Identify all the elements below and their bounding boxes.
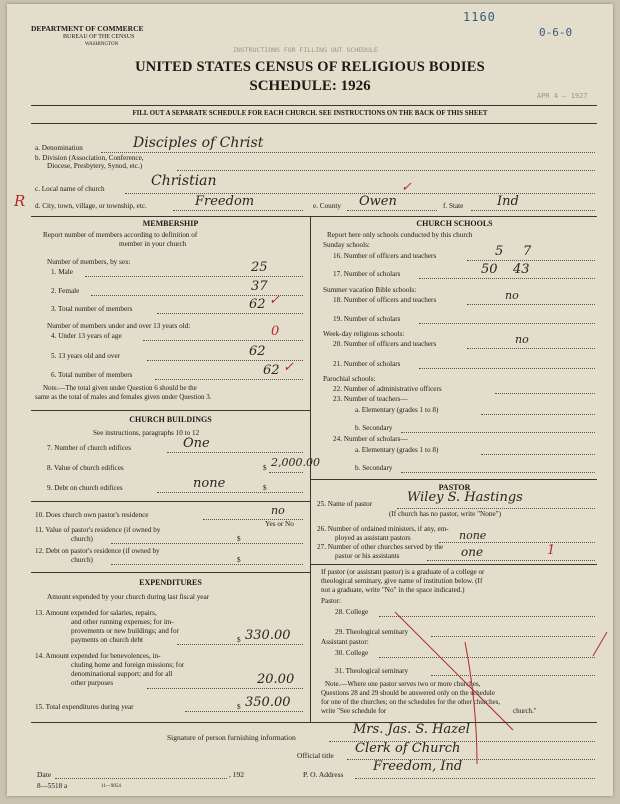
- q27-label: 27. Number of other churches served by the: [317, 543, 444, 551]
- education-intro: If pastor (or assistant pastor) is a graduate of a college or: [321, 568, 485, 576]
- faint-top-text: INSTRUCTIONS FOR FILLING OUT SCHEDULE: [233, 46, 378, 54]
- q26-value: none: [459, 529, 487, 542]
- print-number: 11—9054: [101, 784, 121, 789]
- division-label-2: Diocese, Presbytery, Synod, etc.): [47, 162, 143, 170]
- q16-label: 16. Number of officers and teachers: [333, 252, 437, 260]
- buildings-sub: See instructions, paragraphs 10 to 12: [93, 429, 200, 437]
- sunday-label: Sunday schools:: [323, 241, 370, 249]
- membership-note-2: same as the total of males and females given under Question 3.: [35, 393, 212, 401]
- schools-title: CHURCH SCHOOLS: [416, 219, 493, 228]
- margin-check-mark: R: [14, 192, 26, 210]
- form-subtitle: SCHEDULE: 1926: [249, 78, 371, 94]
- pastor-note-4: write "See schedule for: [321, 707, 387, 715]
- state-value: Ind: [497, 194, 519, 209]
- date-label: Date: [37, 770, 52, 779]
- q3-label: 3. Total number of members: [51, 305, 133, 313]
- q14-label-3: denominational support; and for all: [71, 670, 173, 678]
- assistant-pastor-label: Assistant pastor:: [321, 638, 369, 646]
- q23b-label: b. Secondary: [355, 424, 393, 432]
- pastor-note-3: for one of the churches; on the schedules for the other churches,: [321, 698, 501, 706]
- form-number: 8—5518 a: [37, 782, 68, 790]
- q10-value: no: [271, 504, 285, 517]
- q7-label: 7. Number of church edifices: [47, 444, 132, 452]
- q25-label: 25. Name of pastor: [317, 500, 373, 508]
- q12-label-2: church): [71, 556, 93, 564]
- q12-label: 12. Debt on pastor's residence (if owned by: [35, 547, 160, 555]
- denomination-value: Disciples of Christ: [133, 135, 264, 151]
- dollar-sign: $: [237, 556, 241, 564]
- red-pencil-stroke-3: [593, 632, 607, 656]
- city: WASHINGTON: [85, 42, 119, 47]
- official-title-value: Clerk of Church: [355, 741, 461, 756]
- city-label: d. City, town, village, or township, etc.: [35, 202, 147, 210]
- weekday-label: Week-day religious schools:: [323, 330, 405, 338]
- pastor-label: Pastor:: [321, 597, 341, 605]
- membership-intro-2: member in your church: [119, 240, 187, 248]
- q14-label-4: other purposes: [71, 679, 114, 687]
- check-mark: ✓: [269, 293, 280, 308]
- q14-value: 20.00: [257, 672, 295, 687]
- signature-value: Mrs. Jas. S. Hazel: [353, 722, 470, 737]
- expenditures-title: EXPENDITURES: [139, 578, 202, 587]
- q7-value: One: [183, 436, 210, 451]
- city-value: Freedom: [195, 194, 255, 209]
- membership-title: MEMBERSHIP: [142, 219, 199, 228]
- q13-value: 330.00: [245, 628, 291, 643]
- q27-value: one: [461, 545, 484, 559]
- instruction-line: FILL OUT A SEPARATE SCHEDULE FOR EACH CHURCH. SEE INSTRUCTIONS ON THE BACK OF THIS SHEET: [132, 110, 488, 117]
- file-code: 0-6-0: [539, 26, 573, 39]
- education-intro-3: not a graduate, write "No" in the space indicated.): [321, 586, 465, 594]
- q8-label: 8. Value of church edifices: [47, 464, 124, 472]
- denomination-label: a. Denomination: [35, 144, 83, 152]
- membership-note: Note.—The total given under Question 6 should be the: [43, 384, 197, 392]
- q20-label: 20. Number of officers and teachers: [333, 340, 437, 348]
- membership-intro: Report number of members according to definition of: [43, 231, 198, 239]
- department: DEPARTMENT OF COMMERCE: [31, 24, 144, 33]
- parochial-label: Parochial schools:: [323, 375, 376, 383]
- q4-value: 0: [271, 324, 280, 339]
- q6-label: 6. Total number of members: [51, 371, 133, 379]
- q19-label: 19. Number of scholars: [333, 315, 401, 323]
- dollar-sign: $: [237, 703, 241, 711]
- census-form: [7, 4, 613, 796]
- pastor-note-5: church.": [513, 707, 537, 715]
- q20-value: no: [515, 333, 529, 346]
- q18-value: no: [505, 289, 519, 302]
- address-label: P. O. Address: [303, 770, 344, 779]
- county-label: e. County: [313, 202, 341, 210]
- local-name-value: Christian: [151, 173, 217, 189]
- pastor-title: PASTOR: [438, 483, 471, 492]
- q27-mark: 1: [547, 543, 556, 558]
- age-intro: Number of members under and over 13 years old:: [47, 322, 191, 330]
- pencil-marks: [7, 4, 613, 796]
- q22-label: 22. Number of administrative officers: [333, 385, 442, 393]
- q6-value: 62: [263, 363, 280, 378]
- q14-label: 14. Amount expended for benevolences, in-: [35, 652, 161, 660]
- q5-value: 62: [249, 344, 266, 359]
- by-sex-label: Number of members, by sex:: [47, 258, 131, 266]
- q26-label-2: ployed as assistant pastors: [335, 534, 411, 542]
- expenditures-sub: Amount expended by your church during last fiscal year: [47, 593, 210, 601]
- local-name-label: c. Local name of church: [35, 185, 105, 193]
- q3-value: 62: [249, 297, 266, 312]
- q16-value-2: 7: [523, 244, 532, 259]
- q21-label: 21. Number of scholars: [333, 360, 401, 368]
- q10-hint: Yes or No: [265, 520, 294, 528]
- pastor-note-2: Questions 28 and 29 should be answered only on the schedule: [321, 689, 495, 697]
- date-stamp: APR 4 — 1927: [537, 92, 588, 100]
- vacation-label: Summer vacation Bible schools:: [323, 286, 417, 294]
- signature-label: Signature of person furnishing information: [167, 733, 296, 742]
- division-label: b. Division (Association, Conference,: [35, 154, 144, 162]
- red-pencil-stroke: [395, 612, 513, 730]
- q16-value: 5: [495, 244, 504, 259]
- q27-label-2: pastor or his assistants: [335, 552, 400, 560]
- q24-label: 24. Number of scholars—: [333, 435, 408, 443]
- q15-value: 350.00: [245, 695, 291, 710]
- q25-value: Wiley S. Hastings: [407, 490, 523, 505]
- dollar-sign: $: [237, 636, 241, 644]
- q23a-label: a. Elementary (grades 1 to 8): [355, 406, 439, 414]
- q9-label: 9. Debt on church edifices: [47, 484, 123, 492]
- q24b-label: b. Secondary: [355, 464, 393, 472]
- form-title: UNITED STATES CENSUS OF RELIGIOUS BODIES: [135, 59, 485, 75]
- bureau: BUREAU OF THE CENSUS: [63, 34, 135, 40]
- q15-label: 15. Total expenditures during year: [35, 703, 134, 711]
- q13-label-3: provements or new buildings; and for: [71, 627, 179, 635]
- q9-value: none: [193, 476, 226, 491]
- education-intro-2: theological seminary, give name of institution below. (If: [321, 577, 483, 585]
- q25-hint: (If church has no pastor, write "None"): [389, 510, 501, 518]
- q26-label: 26. Number of ordained ministers, if any, em-: [317, 525, 449, 533]
- check-mark: ✓: [401, 180, 412, 195]
- pastor-note: Note.—Where one pastor serves two or more churches,: [325, 680, 481, 688]
- red-pencil-stroke-2: [465, 642, 477, 764]
- buildings-title: CHURCH BUILDINGS: [129, 415, 212, 424]
- q18-label: 18. Number of officers and teachers: [333, 296, 437, 304]
- dollar-sign: $: [237, 535, 241, 543]
- year-label: , 192: [229, 770, 244, 779]
- q29-label: 29. Theological seminary: [335, 628, 409, 636]
- q13-label-2: and other running expenses; for im-: [71, 618, 174, 626]
- q17-value: 50: [481, 262, 498, 277]
- q17-label: 17. Number of scholars: [333, 270, 401, 278]
- q14-label-2: cluding home and foreign missions; for: [71, 661, 185, 669]
- q11-label-2: church): [71, 535, 93, 543]
- q13-label: 13. Amount expended for salaries, repairs,: [35, 609, 157, 617]
- dollar-sign: $: [263, 464, 267, 472]
- q4-label: 4. Under 13 years of age: [51, 332, 122, 340]
- q23-label: 23. Number of teachers—: [333, 395, 408, 403]
- q1-value: 25: [251, 260, 268, 275]
- q24a-label: a. Elementary (grades 1 to 8): [355, 446, 439, 454]
- dollar-sign: $: [263, 484, 267, 492]
- schools-intro: Report here only schools conducted by this church: [327, 231, 473, 239]
- q5-label: 5. 13 years old and over: [51, 352, 121, 360]
- county-value: Owen: [359, 194, 397, 209]
- q30-label: 30. College: [335, 649, 369, 657]
- q31-label: 31. Theological seminary: [335, 667, 409, 675]
- q17-value-2: 43: [513, 262, 530, 277]
- q8-value: 2,000.00: [271, 456, 320, 469]
- q11-label: 11. Value of pastor's residence (if owned by: [35, 526, 161, 534]
- q13-label-4: payments on church debt: [71, 636, 144, 644]
- check-mark: ✓: [283, 360, 294, 375]
- q28-label: 28. College: [335, 608, 369, 616]
- q2-label: 2. Female: [51, 287, 80, 295]
- file-number: 1160: [463, 10, 496, 24]
- q10-label: 10. Does church own pastor's residence: [35, 511, 149, 519]
- address-value: Freedom, Ind: [373, 759, 463, 774]
- q1-label: 1. Male: [51, 268, 73, 276]
- official-title-label: Official title: [297, 751, 334, 760]
- state-label: f. State: [443, 202, 464, 210]
- q2-value: 37: [251, 279, 268, 294]
